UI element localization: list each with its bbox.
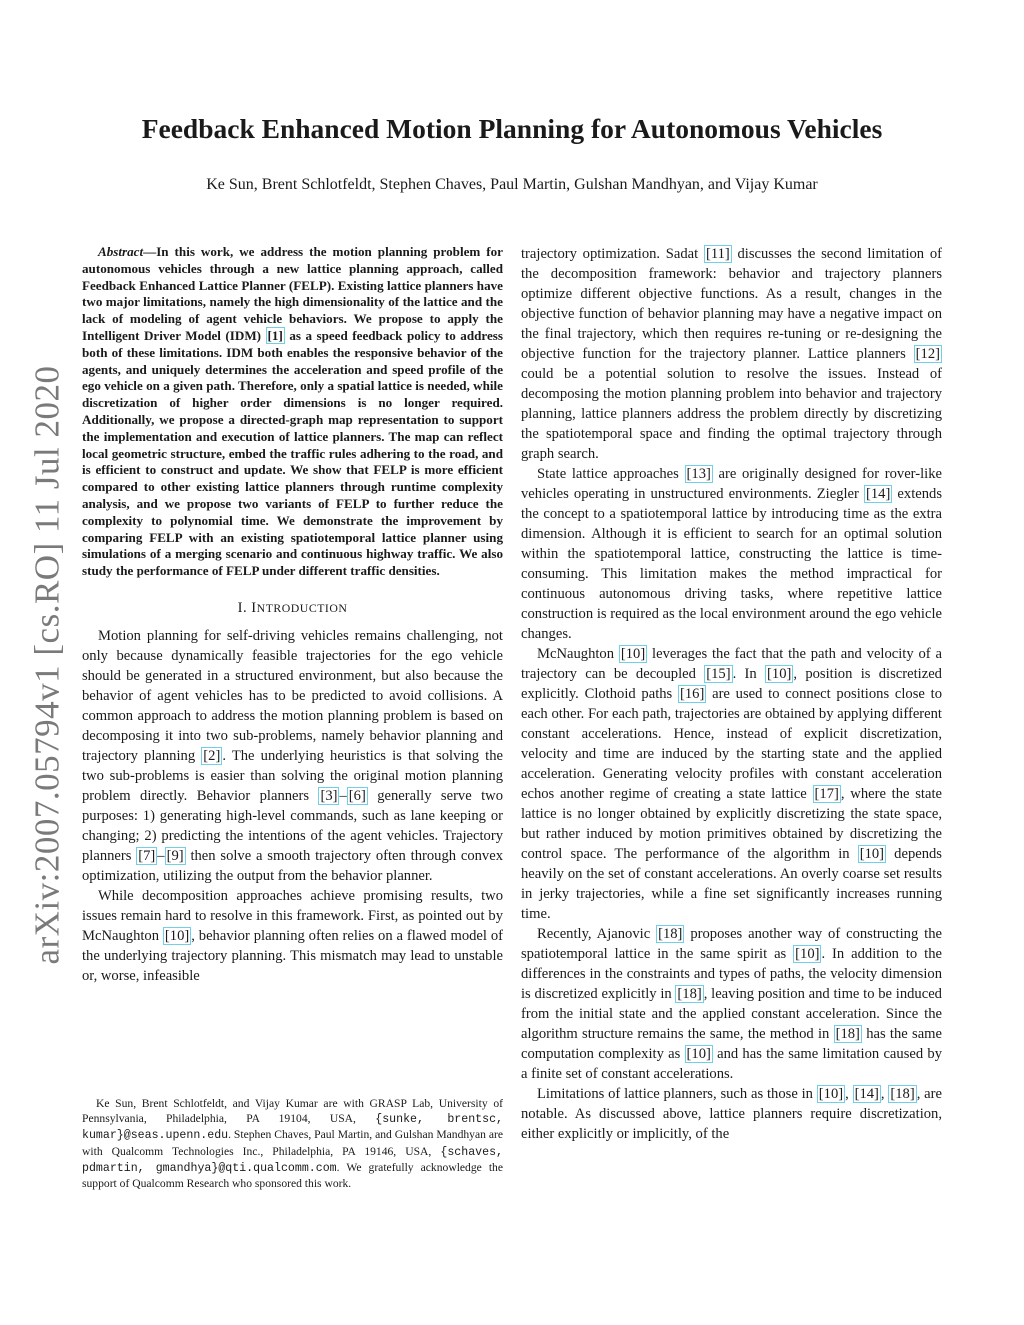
footnote-text: Ke Sun, Brent Schlotfeldt, and Vijay Kumar are with GRASP Lab, University of Pennsylvania, Philadelphia, PA 19104, USA, [82,1097,503,1126]
footnote-text: . Stephen Chaves, Paul Martin, and Gulshan Mandhyan are with Qualcomm Technologies Inc., Philadelphia, PA 19146, USA, [82,1128,503,1158]
body-paragraph: While decomposition approaches achieve promising results, two issues remain hard to resolve in this framework. First, as pointed out by McNaughton [10] , behavior planning often relies on a flawed model of the underlying trajectory planning. This mismatch may lead to unstable or, worse, infeasible [82,887,503,984]
abstract-label: Abstract [98,244,144,259]
citation-link[interactable]: [18] [835,1026,860,1042]
body-paragraph: Limitations of lattice planners, such as those in [10] , [14] , [18] , are notable. As discussed above, lattice planners require discretization, either explicitly or implicitly, of the [521,1086,942,1142]
citation-link[interactable]: [18] [658,926,683,942]
paper-title: Feedback Enhanced Motion Planning for Autonomous Vehicles [141,113,883,144]
citation-link[interactable]: [13] [686,466,711,482]
citation-link[interactable]: [10] [767,666,792,682]
right-column [521,244,942,1144]
citation-link[interactable]: [1] [267,327,283,343]
citation-link[interactable]: [10] [795,946,820,962]
citation-link[interactable]: [10] [164,927,190,944]
citation-link[interactable]: [18] [890,1086,915,1102]
body-paragraph: McNaughton [10] leverages the fact that the path and velocity of a trajectory can be decoupled [15] . In [10] , position is discretized explicitly. Clothoid paths [16] are used to connect positions close to each other. For each path, trajectories are obtained by applying different constant accelerations. Hence, instead of explicit discretization, velocity and time are induced by the starting state and the applied acceleration. Generating velocity profiles with constant acceleration echos another regime of creating a state lattice [17] , where the state lattice is no longer obtained by explicitly discretizing the state space, but rather induced by motion primitives obtained by discretizing the control space. The performance of the algorithm in [10] depends heavily on the set of constant accelerations. An overly coarse set results in jerky trajectories, while a fine set significantly increases running time. [521,646,942,922]
citation-link[interactable]: [10] [818,1086,844,1102]
citation-link[interactable]: [7] [138,847,156,864]
abstract-text: In this work, we address the motion planning problem for autonomous vehicles through a new lattice planning approach, called Feedback Enhanced Lattice Planner (FELP). Existing lattice planners have two major limitations, namely the high dimensionality of the lattice and the lack of modeling of agent vehicle behaviors. We propose to apply the Intelligent Driver Model (IDM) [1] as a speed feedback policy to address both of these limitations. IDM both enables the responsive behavior of the agents, and uniquely determines the acceleration and speed profile of the ego vehicle on a given path. Therefore, only a spatial lattice is needed, while discretization of higher order dimensions is no longer required. Additionally, we propose a directed-graph map representation to support the implementation and execution of lattice planners. The map can reflect local geometric structure, embed the traffic rules adhering to the road, and is efficient to construct and update. We show that FELP is more efficient compared to other existing lattice planners through runtime complexity analysis, and we propose two variants of FELP to further reduce the complexity to polynomial time. We demonstrate the improvement by comparing FELP with an existing spatiotemporal lattice planner using simulations of a merging scenario and continuous highway traffic. We also study the performance of FELP under different traffic densities. [82,244,503,579]
citation-link[interactable]: [17] [814,786,839,802]
author-list: Ke Sun, Brent Schlotfeldt, Stephen Chaves, Paul Martin, Gulshan Mandhyan, and Vijay Kumar [206,176,818,193]
citation-link[interactable]: [10] [859,846,885,862]
citation-link[interactable]: [15] [706,666,731,682]
citation-link[interactable]: [14] [866,486,891,502]
section-heading [82,598,503,618]
abstract-dash: — [143,244,157,259]
section-numeral: I. [237,599,248,616]
body-paragraph: Motion planning for self-driving vehicles remains challenging, not only because dynamically feasible trajectories for the ego vehicle should be generated in a structured environment, but also because the behavior of agent vehicles has to be predicted to avoid collisions. A common approach to address the motion planning problem is based on decomposing it into two sub-problems, namely behavior planning and trajectory planning [2] . The underlying heuristics is that solving the two sub-problems is easier than solving the original motion planning problem directly. Behavior planners [3] – [6] generally serve two purposes: 1) generating high-level commands, such as lane keeping or changing; 2) predicting the intentions of the agent vehicles. Trajectory planners [7] – [9] then solve a smooth trajectory often through convex optimization, utilizing the output from the behavior planner. [82,627,503,884]
citation-link[interactable]: [2] [203,747,221,764]
citation-link[interactable]: [3] [320,787,338,804]
citation-link[interactable]: [18] [677,986,702,1002]
footnote-email: {schaves, pdmartin, gmandhya}@qti.qualcomm.com [82,1145,503,1175]
citation-link[interactable]: [10] [686,1046,711,1062]
citation-link[interactable]: [11] [705,246,730,262]
section-title-rest: NTRODUCTION [256,600,348,615]
citation-link[interactable]: [6] [348,787,366,804]
citation-link[interactable]: [9] [166,847,184,864]
citation-link[interactable]: [14] [854,1086,879,1102]
body-paragraph: Recently, Ajanovic [18] proposes another way of constructing the spatiotemporal lattice in the same spirit as [10] . In addition to the differences in the constraints and types of paths, the velocity dimension is discretized explicitly in [18] , leaving position and time to be induced from the initial state and the applied constant acceleration. Since the algorithm structure remains the same, the method in [18] has the same computation complexity as [10] and has the same limitation caused by a finite set of constant accelerations. [521,926,943,1082]
citation-link[interactable]: [10] [620,646,646,662]
body-paragraph: State lattice approaches [13] are originally designed for rover-like vehicles operating in unstructured environments. Ziegler [14] extends the concept to a spatiotemporal lattice by introducing time as the extra dimension. Although it is efficient to search for an optimal solution within the spatiotemporal lattice, constructing the lattice is time-consuming. This limitation makes the method impractical for continuous autonomous driving tasks, where repetitive lattice construction is required as the local environment around the ego vehicle changes. [521,466,942,642]
arxiv-identifier [18,355,78,975]
author-footnote [82,1096,503,1191]
left-column [82,244,503,986]
footnote-text: . We gratefully acknowledge the support of Qualcomm Research who sponsored this work. [82,1160,503,1191]
body-paragraph: trajectory optimization. Sadat [11] discusses the second limitation of the decomposition framework: behavior and trajectory planners optimize different objective functions. As a result, changes in the objective function of behavior planning may have a negative impact on the final trajectory, which then requires re-tuning or re-designing the objective function for the trajectory planner. Lattice planners [12] could be a potential solution to resolve the issues. Instead of decomposing the motion planning problem into behavior and trajectory planning, lattice planners address the problem directly by discretizing the spatiotemporal space and finding the optimal trajectory through graph search. [521,246,942,462]
citation-link[interactable]: [12] [915,346,940,362]
footnote-email: {sunke, brentsc, kumar}@seas.upenn.edu [82,1113,503,1143]
section-first-letter: I [251,599,257,616]
abstract [82,244,503,580]
arxiv-identifier-text: arXiv:2007.05794v1 [cs.RO] 11 Jul 2020 [28,365,68,965]
citation-link[interactable]: [16] [680,686,705,702]
